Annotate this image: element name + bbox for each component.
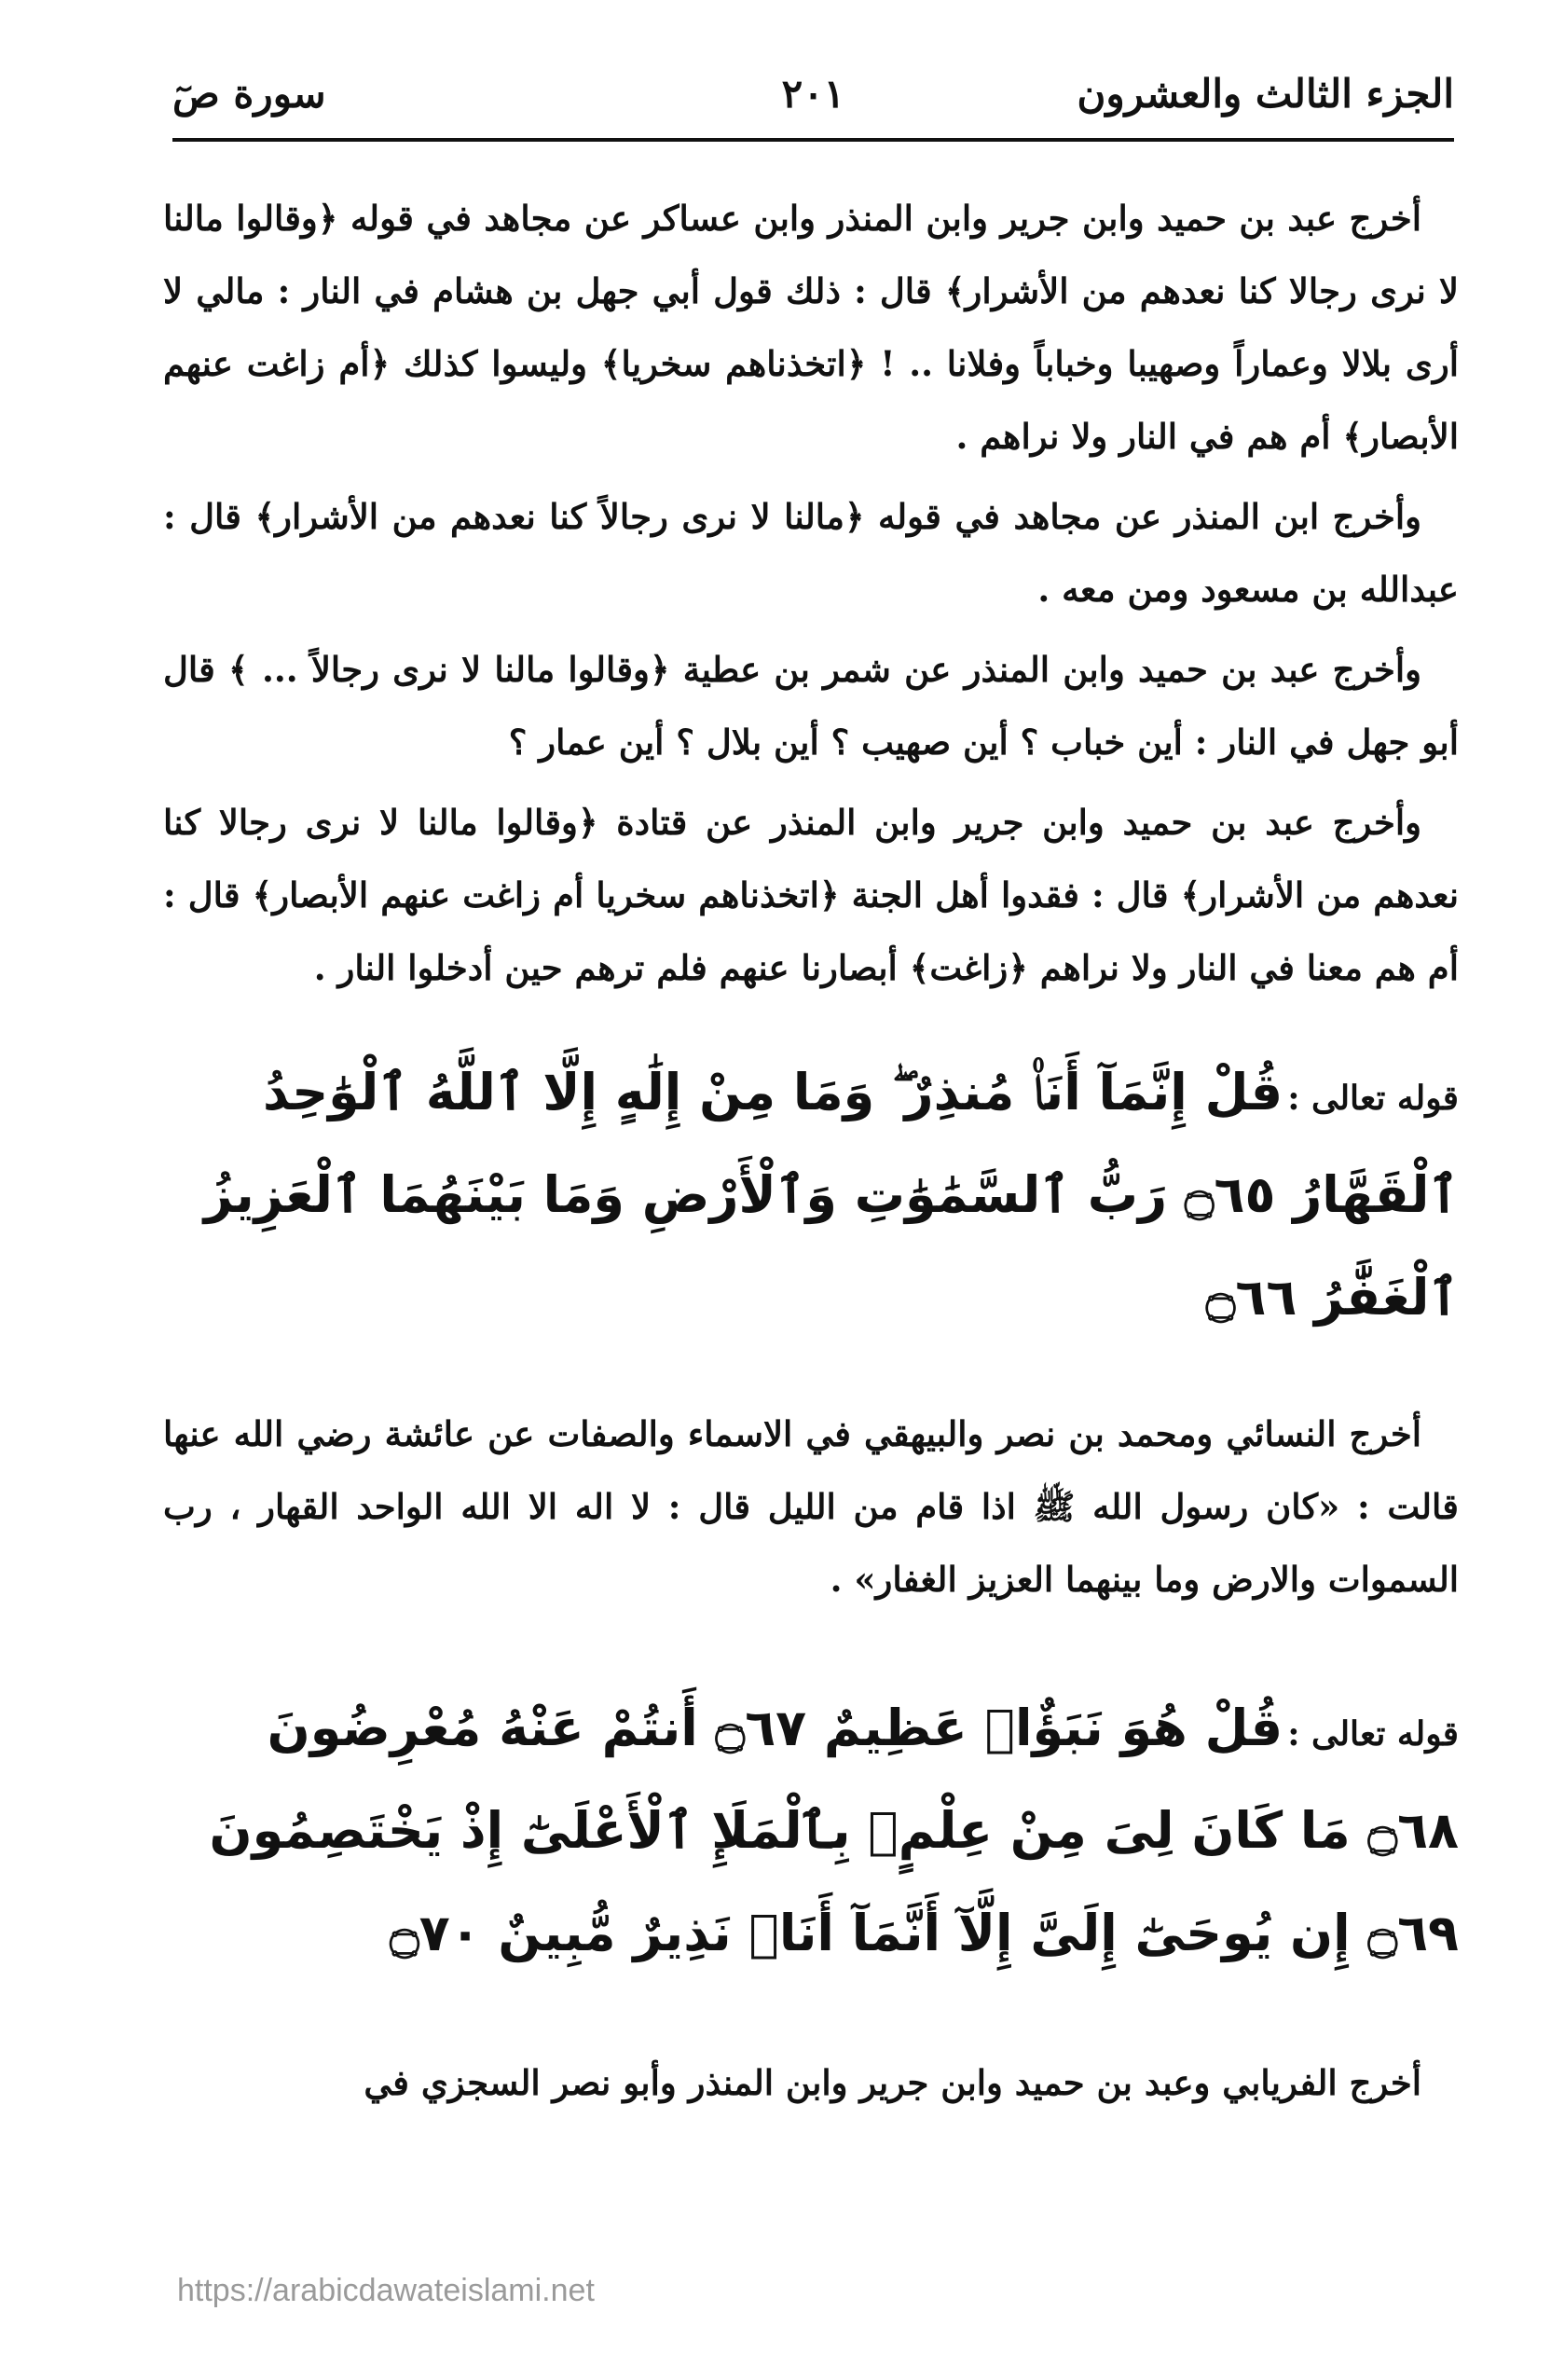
quran-verse-text: قُلْ هُوَ نَبَؤٌا۟ عَظِيمٌ ۝٦٧ أَنتُمْ عَنْهُ مُعْرِضُونَ ۝٦٨ مَا كَانَ لِىَ مِنْ عِلْمٍۭ بِٱلْمَلَإِ ٱلْأَعْلَىٰٓ إِذْ يَخْتَصِمُونَ ۝٦٩ إِن يُوحَىٰٓ إِلَىَّ إِلَّآ أَنَّمَآ أَنَا۠ نَذِيرٌ مُّبِينٌ ۝٧٠: [209, 1699, 1459, 1962]
page-header: [172, 51, 1454, 135]
page-number: ٢٠١: [781, 70, 845, 117]
verse-intro: قوله تعالى :: [1287, 1714, 1459, 1754]
part-title: الجزء الثالث والعشرون: [1077, 70, 1454, 117]
watermark-url: https://arabicdawateislami.net: [177, 2273, 595, 2308]
quran-verse-text: قُلْ إِنَّمَآ أَنَا۠ مُنذِرٌ ۖ وَمَا مِنْ إِلَٰهٍ إِلَّا ٱللَّهُ ٱلْوَٰحِدُ ٱلْقَهَّارُ ۝٦٥ رَبُّ ٱلسَّمَٰوَٰتِ وَٱلْأَرْضِ وَمَا بَيْنَهُمَا ٱلْعَزِيزُ ٱلْغَفَّٰرُ ۝٦٦: [203, 1063, 1459, 1327]
paragraph-1: أخرج عبد بن حميد وابن جرير وابن المنذر وابن عساكر عن مجاهد في قوله ﴿وقالوا مالنا لا نرى رجالا كنا نعدهم من الأشرار﴾ قال : ذلك قول أبي جهل بن هشام في النار : مالي لا أرى بلالا وعماراً وصهيبا وخباباً وفلانا .. ! ﴿اتخذناهم سخريا﴾ وليسوا كذلك ﴿أم زاغت عنهم الأبصار﴾ أم هم في النار ولا نراهم .: [163, 198, 1460, 457]
quran-verse-block-2: [163, 1677, 1459, 1985]
paragraph-6: أخرج الفريابي وعبد بن حميد وابن جرير وابن المنذر وأبو نصر السجزي في: [364, 2062, 1421, 2103]
page-body: [163, 182, 1459, 2126]
paragraph-4: وأخرج عبد بن حميد وابن جرير وابن المنذر عن قتادة ﴿وقالوا مالنا لا نرى رجالا كنا نعدهم من الأشرار﴾ قال : فقدوا أهل الجنة ﴿اتخذناهم سخريا أم زاغت عنهم الأبصار﴾ قال : أم هم معنا في النار ولا نراهم ﴿زاغت﴾ أبصارنا عنهم فلم ترهم حين أدخلوا النار .: [163, 802, 1459, 988]
paragraph-5: أخرج النسائي ومحمد بن نصر والبيهقي في الاسماء والصفات عن عائشة رضي الله عنها قالت : «كان رسول الله ﷺ اذا قام من الليل قال : لا اله الا الله الواحد القهار ، رب السموات والارض وما بينهما العزيز الغفار» .: [163, 1413, 1459, 1600]
surah-title: سورة صٓ: [172, 70, 326, 117]
verse-intro: قوله تعالى :: [1287, 1079, 1459, 1118]
header-rule: [172, 138, 1454, 142]
quran-verse-block-1: [163, 1041, 1459, 1349]
paragraph-3: وأخرج عبد بن حميد وابن المنذر عن شمر بن عطية ﴿وقالوا مالنا لا نرى رجالاً ... ﴾ قال أبو جهل في النار : أين خباب ؟ أين صهيب ؟ أين بلال ؟ أين عمار ؟: [163, 649, 1459, 763]
paragraph-2: وأخرج ابن المنذر عن مجاهد في قوله ﴿مالنا لا نرى رجالاً كنا نعدهم من الأشرار﴾ قال : عبدالله بن مسعود ومن معه .: [163, 496, 1459, 610]
